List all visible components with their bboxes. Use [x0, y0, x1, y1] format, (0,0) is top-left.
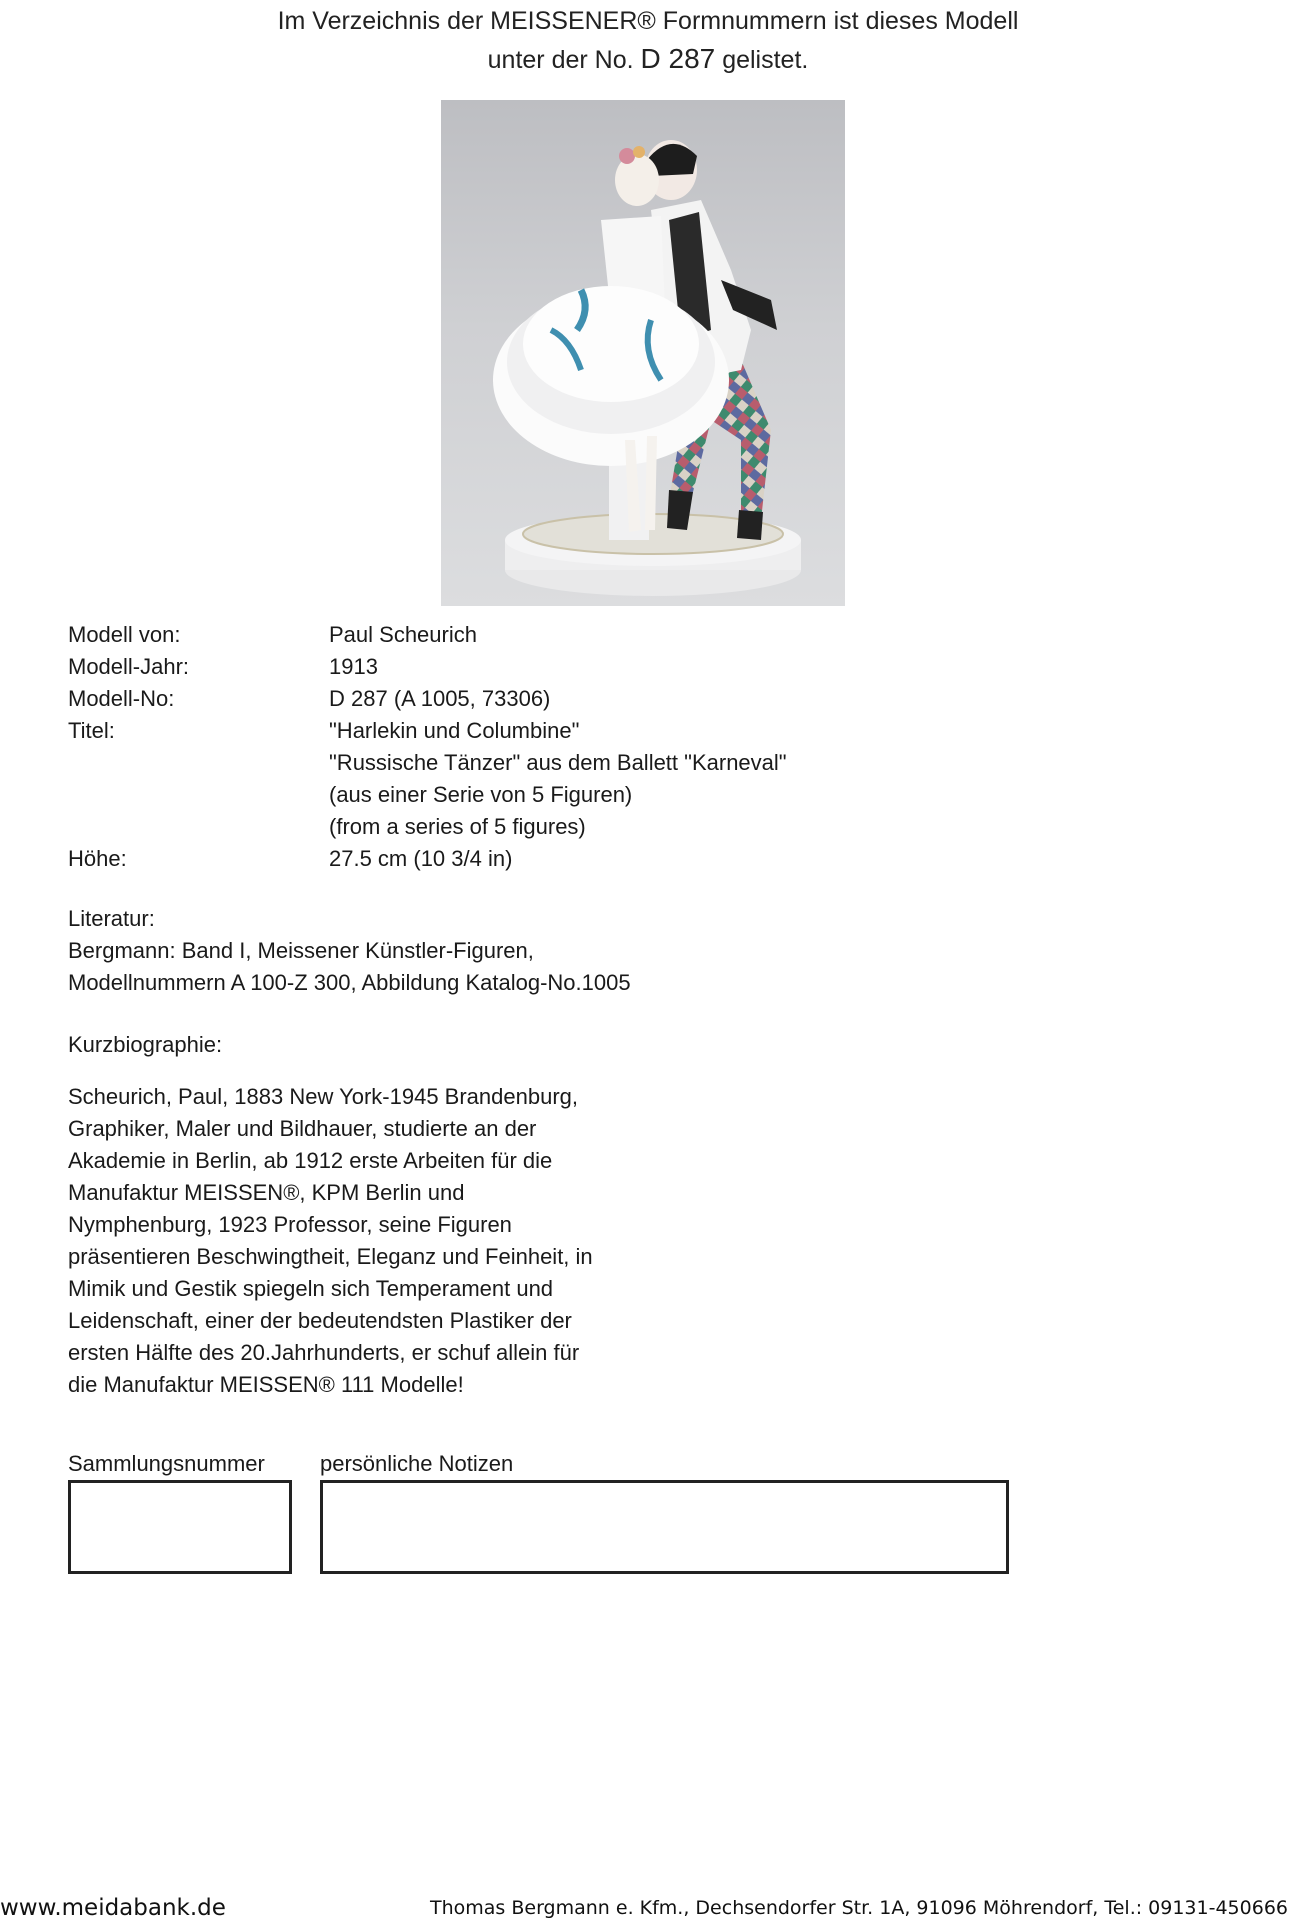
biography-text: [68, 1081, 593, 1401]
biography-line: Manufaktur MEISSEN®, KPM Berlin und: [68, 1180, 465, 1205]
info-value: (aus einer Serie von 5 Figuren): [329, 782, 633, 807]
model-info: [68, 619, 787, 875]
biography-line: Leidenschaft, einer der bedeutendsten Plastiker der: [68, 1308, 572, 1333]
biography-line: Scheurich, Paul, 1883 New York-1945 Brandenburg,: [68, 1084, 579, 1109]
info-row: [68, 683, 787, 715]
literature-line: Modellnummern A 100-Z 300, Abbildung Katalog-No.1005: [68, 970, 631, 995]
info-label: [68, 779, 329, 811]
personal-notes-box[interactable]: [320, 1480, 1009, 1574]
footer-address: Thomas Bergmann e. Kfm., Dechsendorfer Str. 1A, 91096 Möhrendorf, Tel.: 09131-450666: [429, 1897, 1288, 1919]
info-label: Modell-No:: [68, 686, 175, 711]
header: [0, 2, 1296, 79]
info-value: Paul Scheurich: [329, 622, 477, 647]
biography-line: ersten Hälfte des 20.Jahrhunderts, er schuf allein für: [68, 1340, 580, 1365]
biography-line: Akademie in Berlin, ab 1912 erste Arbeiten für die: [68, 1148, 553, 1173]
biography-heading: Kurzbiographie:: [68, 1032, 223, 1057]
header-prefix: unter der No.: [487, 46, 634, 74]
info-value: 27.5 cm (10 3/4 in): [329, 846, 513, 871]
biography-line: die Manufaktur MEISSEN® 111 Modelle!: [68, 1372, 464, 1397]
header-line-2: [0, 40, 1296, 79]
info-row: [68, 619, 787, 651]
info-label: [68, 747, 329, 779]
info-label: [68, 811, 329, 843]
literature-section: [68, 903, 631, 999]
biography-line: präsentieren Beschwingtheit, Eleganz und Feinheit, in: [68, 1244, 593, 1269]
info-row: [68, 811, 787, 843]
personal-notes-label: persönliche Notizen: [320, 1451, 514, 1476]
info-value: (from a series of 5 figures): [329, 814, 586, 839]
biography-line: Mimik und Gestik spiegeln sich Temperament und: [68, 1276, 554, 1301]
info-label: Titel:: [68, 718, 115, 743]
literature-line: Bergmann: Band I, Meissener Künstler-Figuren,: [68, 938, 534, 963]
info-row: [68, 651, 787, 683]
model-number: D 287: [640, 43, 716, 74]
info-row: [68, 747, 787, 779]
collection-number-box[interactable]: [68, 1480, 292, 1574]
info-value: "Russische Tänzer" aus dem Ballett "Karneval": [329, 750, 787, 775]
biography-line: Nymphenburg, 1923 Professor, seine Figuren: [68, 1212, 512, 1237]
info-row: [68, 779, 787, 811]
info-value: "Harlekin und Columbine": [329, 718, 580, 743]
info-label: Modell von:: [68, 622, 181, 647]
header-line-1: Im Verzeichnis der MEISSENER® Formnummern ist dieses Modell: [277, 7, 1019, 35]
info-row: [68, 715, 787, 747]
footer-website: www.meidabank.de: [0, 1895, 226, 1921]
collection-number-label: Sammlungsnummer: [68, 1451, 265, 1476]
info-row: [68, 843, 787, 875]
biography-line: Graphiker, Maler und Bildhauer, studierte an der: [68, 1116, 537, 1141]
info-value: 1913: [329, 654, 378, 679]
info-value: D 287 (A 1005, 73306): [329, 686, 551, 711]
header-suffix: gelistet.: [722, 46, 809, 74]
info-label: Modell-Jahr:: [68, 654, 190, 679]
literature-heading: Literatur:: [68, 906, 155, 931]
info-label: Höhe:: [68, 846, 127, 871]
figurine-photo: [441, 100, 845, 606]
